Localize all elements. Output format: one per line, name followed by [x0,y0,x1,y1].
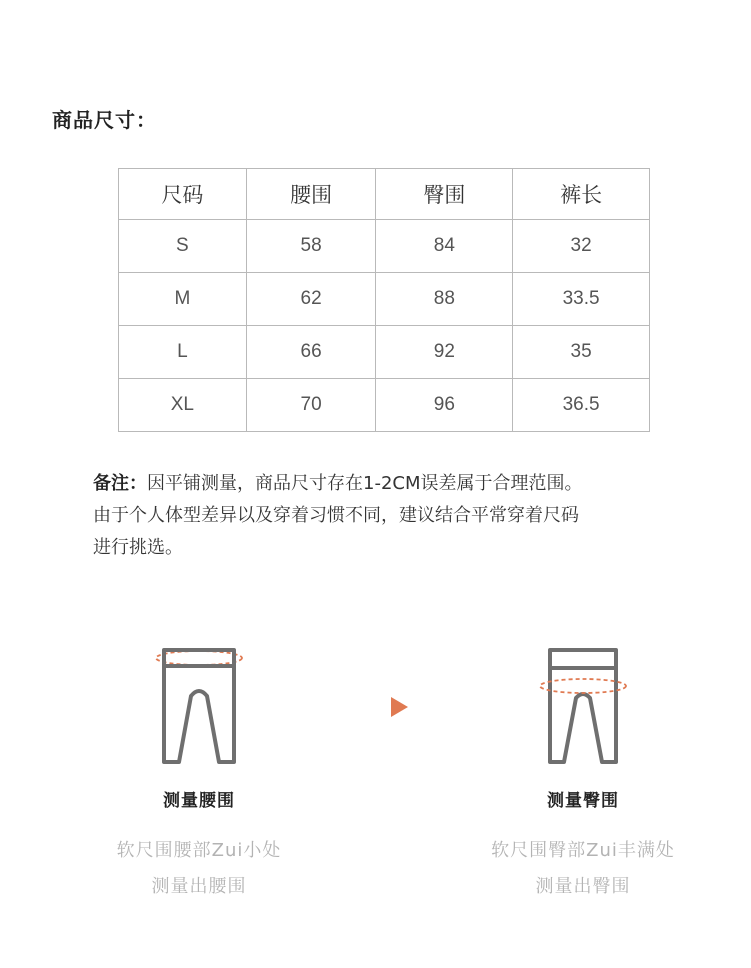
table-cell: XL [119,379,247,432]
note [93,468,703,564]
table-cell: 92 [376,326,513,379]
guide-title: 测量腰围 [163,791,235,811]
header-waist: 腰围 [246,169,376,220]
header-size: 尺码 [119,169,247,220]
table-row [119,326,650,379]
note-text: 因平铺测量，商品尺寸存在1-2CM误差属于合理范围。 [147,473,583,494]
note-line-3: 进行挑选。 [93,537,183,558]
note-label: 备注： [93,473,147,494]
table-cell: 96 [376,379,513,432]
play-arrow-icon [390,697,410,717]
hip-measure-guide [463,640,703,905]
table-cell: 35 [513,326,650,379]
table-cell: 58 [246,220,376,273]
table-cell: 62 [246,273,376,326]
table-cell: S [119,220,247,273]
section-title: 商品尺寸： [52,108,157,132]
table-row [119,273,650,326]
guide-description [79,833,319,905]
table-row [119,379,650,432]
note-line-1 [93,468,703,500]
header-length: 裤长 [513,169,650,220]
table-cell: M [119,273,247,326]
guide-description [463,833,703,905]
table-cell: 33.5 [513,273,650,326]
pants-waist-measure-icon [149,640,249,766]
guide-desc-line: 测量出臀围 [535,876,631,897]
size-table [118,168,650,432]
table-cell: 66 [246,326,376,379]
table-cell: 70 [246,379,376,432]
table-header-row [119,169,650,220]
table-cell: 88 [376,273,513,326]
header-hip: 臀围 [376,169,513,220]
waist-measure-guide [79,640,319,905]
table-cell: 32 [513,220,650,273]
table-cell: 84 [376,220,513,273]
note-line-2: 由于个人体型差异以及穿着习惯不同，建议结合平常穿着尺码 [93,505,579,526]
pants-hip-measure-icon [533,640,633,766]
table-cell: 36.5 [513,379,650,432]
guide-desc-line: 软尺围腰部Zui小处 [116,840,282,861]
table-row [119,220,650,273]
guide-desc-line: 测量出腰围 [151,876,247,897]
guide-title: 测量臀围 [547,791,619,811]
table-cell: L [119,326,247,379]
guide-desc-line: 软尺围臀部Zui丰满处 [491,840,675,861]
